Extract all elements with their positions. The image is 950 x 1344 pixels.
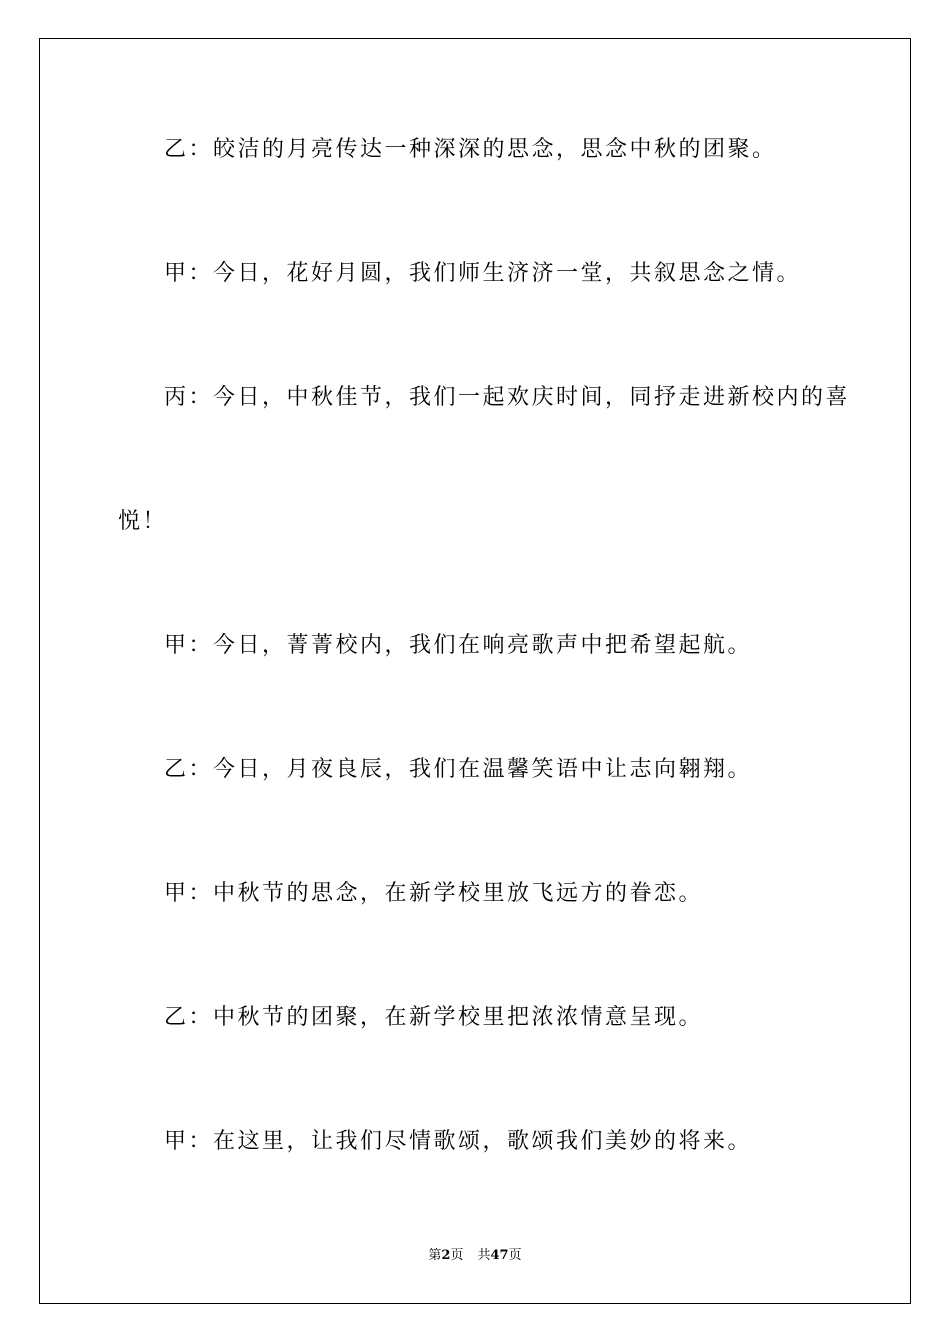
total-prefix: 共 — [477, 1248, 491, 1263]
paragraph-line: 甲：今日，花好月圆，我们师生济济一堂，共叙思念之情。 — [164, 261, 802, 286]
paragraph-line: 丙：今日，中秋佳节，我们一起欢庆时间，同抒走进新校内的喜 — [164, 385, 851, 410]
paragraph-line: 乙：中秋节的团聚，在新学校里把浓浓情意呈现。 — [164, 1005, 704, 1030]
paragraph-line: 甲：今日，菁菁校内，我们在响亮歌声中把希望起航。 — [164, 633, 753, 658]
page-frame — [39, 38, 911, 1304]
paragraph-line: 甲：在这里，让我们尽情歌颂，歌颂我们美妙的将来。 — [164, 1129, 753, 1154]
page-number: 2 — [441, 1248, 451, 1263]
paragraph-line: 甲：中秋节的思念，在新学校里放飞远方的眷恋。 — [164, 881, 704, 906]
total-pages: 47 — [490, 1248, 509, 1263]
page-prefix: 第 — [428, 1248, 442, 1263]
page-suffix: 页 — [450, 1248, 464, 1263]
total-suffix: 页 — [508, 1248, 522, 1263]
paragraph-line: 乙：今日，月夜良辰，我们在温馨笑语中让志向翱翔。 — [164, 757, 753, 782]
paragraph-line: 乙：皎洁的月亮传达一种深深的思念，思念中秋的团聚。 — [164, 137, 777, 162]
paragraph-line-continuation: 悦！ — [118, 509, 168, 534]
page-footer — [0, 1247, 950, 1265]
